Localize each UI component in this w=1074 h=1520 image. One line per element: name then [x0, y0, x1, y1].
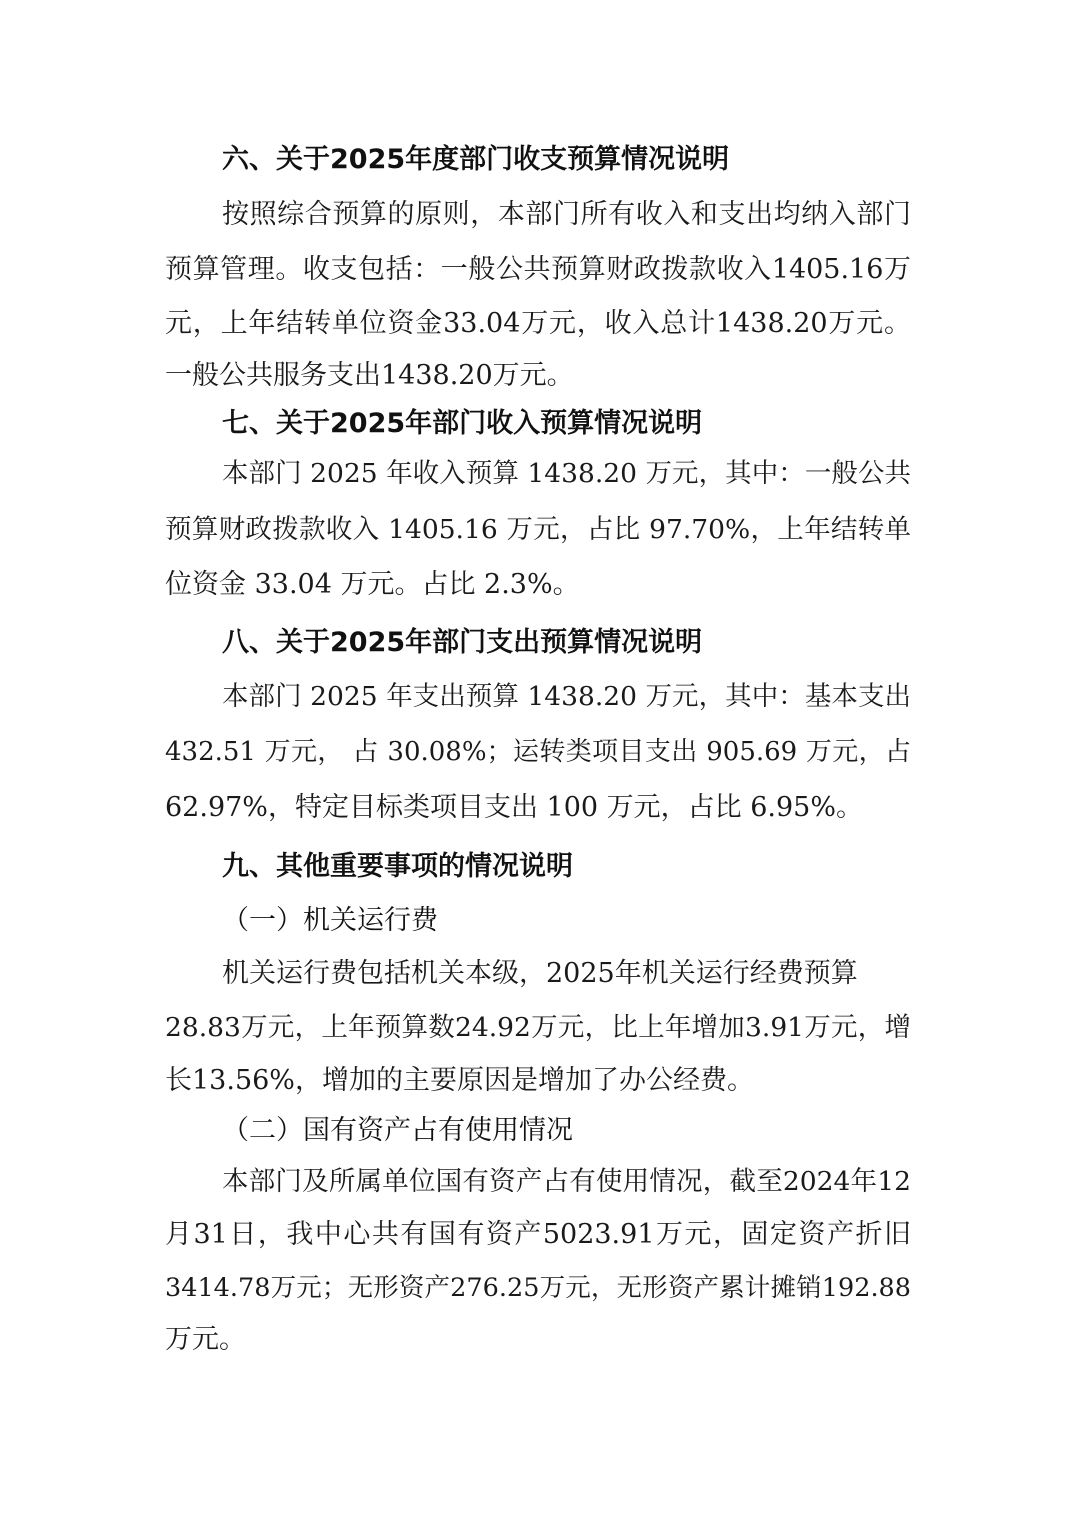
- paragraph-line: 元，上年结转单位资金33.04万元，收入总计1438.20万元。: [165, 308, 911, 339]
- paragraph-line: 机关运行费包括机关本级，2025年机关运行经费预算: [222, 958, 858, 989]
- section-nine-title: 九、其他重要事项的情况说明: [222, 851, 573, 882]
- paragraph-line: 28.83万元，上年预算数24.92万元，比上年增加3.91万元，增: [165, 1012, 911, 1043]
- section-eight-title: 八、关于2025年部门支出预算情况说明: [222, 627, 703, 658]
- paragraph-line: 62.97%，特定目标类项目支出 100 万元，占比 6.95%。: [165, 792, 864, 823]
- paragraph-line: 月31日，我中心共有国有资产5023.91万元，固定资产折旧: [165, 1219, 911, 1250]
- section-seven-title: 七、关于2025年部门收入预算情况说明: [222, 408, 703, 439]
- paragraph-line: 本部门及所属单位国有资产占有使用情况，截至2024年12: [222, 1166, 911, 1197]
- subsection-two-title: （二）国有资产占有使用情况: [222, 1115, 573, 1146]
- paragraph-line: 万元。: [165, 1324, 246, 1355]
- paragraph-line: 位资金 33.04 万元。占比 2.3%。: [165, 569, 580, 600]
- paragraph-line: 预算管理。收支包括：一般公共预算财政拨款收入1405.16万: [165, 254, 911, 285]
- paragraph-line: 一般公共服务支出1438.20万元。: [165, 360, 574, 391]
- section-six-title: 六、关于2025年度部门收支预算情况说明: [222, 144, 730, 175]
- paragraph-line: 3414.78万元；无形资产276.25万元，无形资产累计摊销192.88: [165, 1273, 911, 1303]
- paragraph-line: 长13.56%，增加的主要原因是增加了办公经费。: [165, 1065, 754, 1096]
- paragraph-line: 按照综合预算的原则，本部门所有收入和支出均纳入部门: [222, 199, 911, 230]
- subsection-one-title: （一）机关运行费: [222, 905, 438, 936]
- paragraph-line: 本部门 2025 年支出预算 1438.20 万元，其中：基本支出: [222, 681, 911, 712]
- paragraph-line: 预算财政拨款收入 1405.16 万元，占比 97.70%，上年结转单: [165, 514, 911, 545]
- paragraph-line: 432.51 万元， 占 30.08%；运转类项目支出 905.69 万元，占: [165, 737, 911, 767]
- paragraph-line: 本部门 2025 年收入预算 1438.20 万元，其中：一般公共: [222, 458, 911, 489]
